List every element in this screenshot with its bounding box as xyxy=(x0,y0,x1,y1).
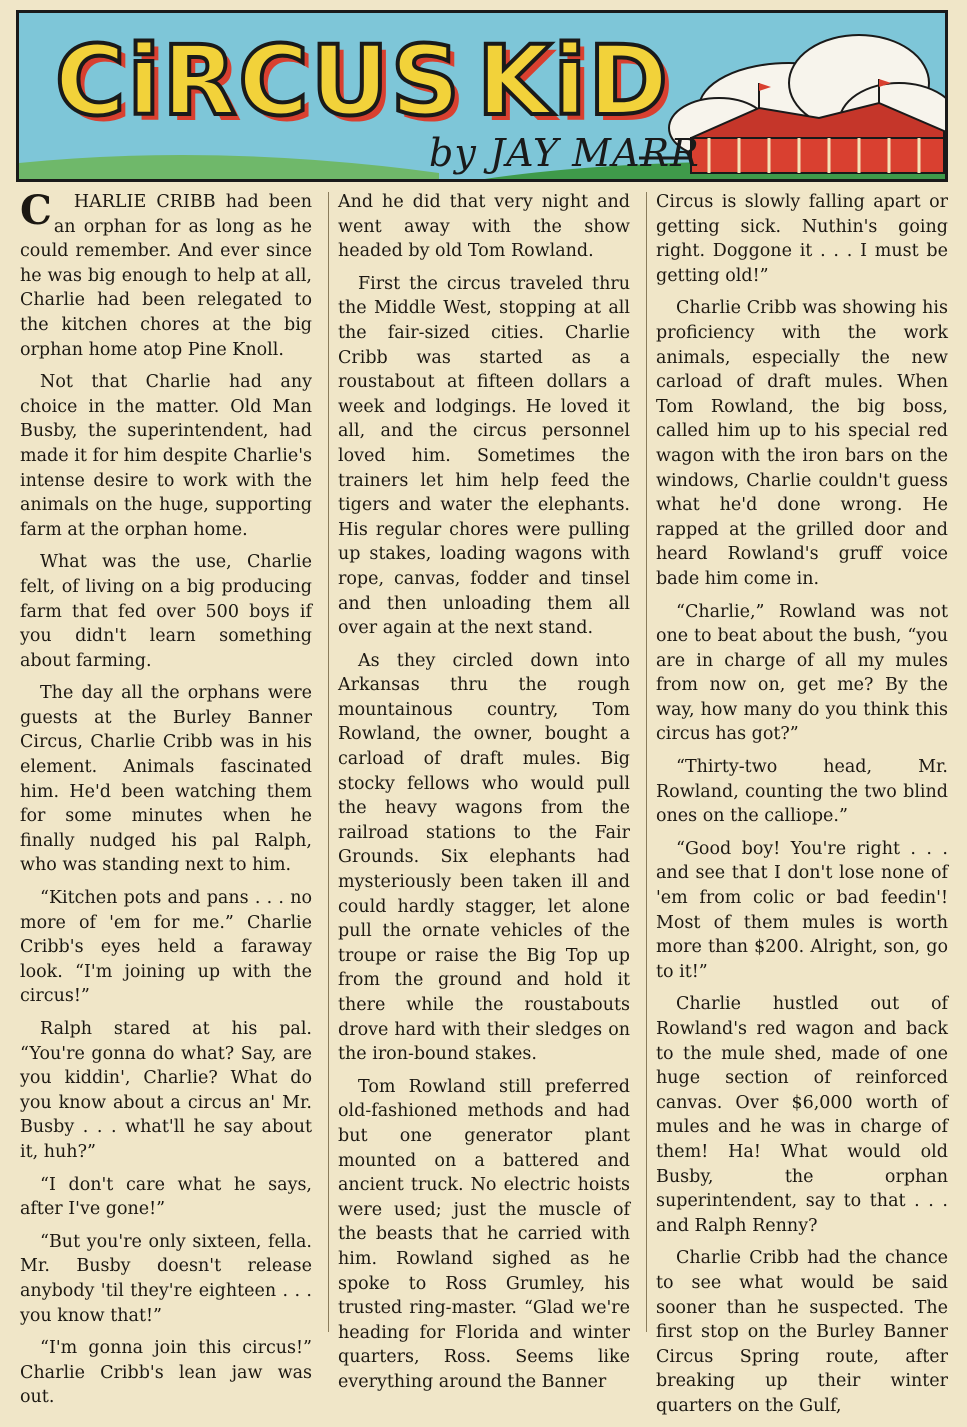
paragraph: As they circled down into Arkansas thru the rough mountainous country, Tom Rowland, the owner, bought a carload of draft mules. Big stocky fellows who would pull the heavy wagons from the railroad stations to the Fair Grounds. Six elephants had mysteriously been taken ill and could hardly stagger, let alone pull the ornate vehicles of the troupe or raise the Big Top up from the ground and hold it there while the roustabouts drove hard with their sledges on the iron-bound stakes. xyxy=(338,650,630,1065)
title-banner xyxy=(16,10,948,182)
paragraph xyxy=(20,187,312,362)
paragraph-text: HARLIE CRIBB had been an orphan for as long as he could remember. And ever since he was big enough to help at all, Charlie had been relegated to the kitchen chores at the big orphan home atop Pine Knoll. xyxy=(20,192,312,360)
paragraph: Circus is slowly falling apart or getting sick. Nuthin's going right. Doggone it . . . I must be getting old!” xyxy=(656,192,948,286)
paragraph: Charlie hustled out of Rowland's red wagon and back to the mule shed, made of one huge section of reinforced canvas. Over $6,000 worth of mules and he was in charge of them! Ha! What would old Busby, the orphan superintendent, say to that . . . and Ralph Renny? xyxy=(656,994,948,1236)
byline: by JAY MARR xyxy=(429,131,700,175)
column-1 xyxy=(20,187,312,1418)
paragraph: Charlie Cribb had the chance to see what would be said sooner than he suspected. The first stop on the Burley Banner Circus Spring route, after breaking up their winter quarters on the Gulf, xyxy=(656,1248,948,1416)
paragraph: “Kitchen pots and pans . . . no more of 'em for me.” Charlie Cribb's eyes held a faraway look. “I'm joining up with the circus!” xyxy=(20,888,312,1007)
drop-cap: C xyxy=(20,187,52,234)
paragraph: “But you're only sixteen, fella. Mr. Busby doesn't release anybody 'til they're eighteen . . . you know that!” xyxy=(20,1231,312,1326)
paragraph: First the circus traveled thru the Middle West, stopping at all the fair-sized cities. Charlie Cribb was started as a roustabout at fifteen dollars a week and lodgings. He loved it all, and the circus personnel loved him. Sometimes the trainers let him help feed the tigers and water the elephants. His regular chores were pulling up stakes, loading wagons with rope, canvas, fodder and tinsel and then unloading them all over again at the next stand. xyxy=(338,273,630,639)
title-word-kid: KiD xyxy=(477,25,670,137)
column-3 xyxy=(656,190,948,1427)
article-body xyxy=(20,187,950,1416)
paragraph: The day all the orphans were guests at the Burley Banner Circus, Charlie Cribb was in his element. Animals fascinated him. He'd been watching them for some minutes when he finally nudged his pal Ralph, who was standing next to him. xyxy=(20,683,312,876)
paragraph: Not that Charlie had any choice in the matter. Old Man Busby, the superintendent, had made it for him despite Charlie's intense desire to work with the animals on the huge, supporting farm at the orphan home. xyxy=(20,372,312,540)
paragraph: What was the use, Charlie felt, of living on a big producing farm that fed over 500 boys if you didn't learn something about farming. xyxy=(20,552,312,671)
paragraph: “I'm gonna join this circus!” Charlie Cribb's lean jaw was out. xyxy=(20,1338,312,1408)
paragraph: “Charlie,” Rowland was not one to beat about the bush, “you are in charge of all my mules from now on, get me? By the way, how many do you think this circus has got?” xyxy=(656,601,948,745)
paragraph: “I don't care what he says, after I've gone!” xyxy=(20,1174,312,1220)
paragraph: Tom Rowland still preferred old-fashioned methods and had but one generator plant mounted on a battered and ancient truck. No electric hoists were used; just the muscle of the beasts that he carried with him. Rowland sighed as he spoke to Ross Grumley, his trusted ring-master. “Glad we're heading for Florida and winter quarters, Ross. Seems like everything around the Banner xyxy=(338,1076,630,1392)
paragraph: “Good boy! You're right . . . and see that I don't lose none of 'em from colic or bad feedin'! Most of them mules is worth more than $200. Alright, son, go to it!” xyxy=(656,838,948,982)
paragraph: Charlie Cribb was showing his proficiency with the work animals, especially the new carload of draft mules. When Tom Rowland, the big boss, called him up to his special red wagon with the iron bars on the windows, Charlie couldn't guess what he'd done wrong. He rapped at the grilled door and heard Rowland's gruff voice bade him come in. xyxy=(656,298,948,589)
title-word-circus: CiRCUS xyxy=(55,25,462,137)
paragraph: “Thirty-two head, Mr. Rowland, counting the two blind ones on the calliope.” xyxy=(656,757,948,827)
paragraph: And he did that very night and went away with the show headed by old Tom Rowland. xyxy=(338,192,630,262)
paragraph: Ralph stared at his pal. “You're gonna do what? Say, are you kiddin', Charlie? What do you know about a circus an' Mr. Busby . . . what'll he say about it, huh?” xyxy=(20,1019,312,1162)
column-2 xyxy=(338,190,630,1403)
